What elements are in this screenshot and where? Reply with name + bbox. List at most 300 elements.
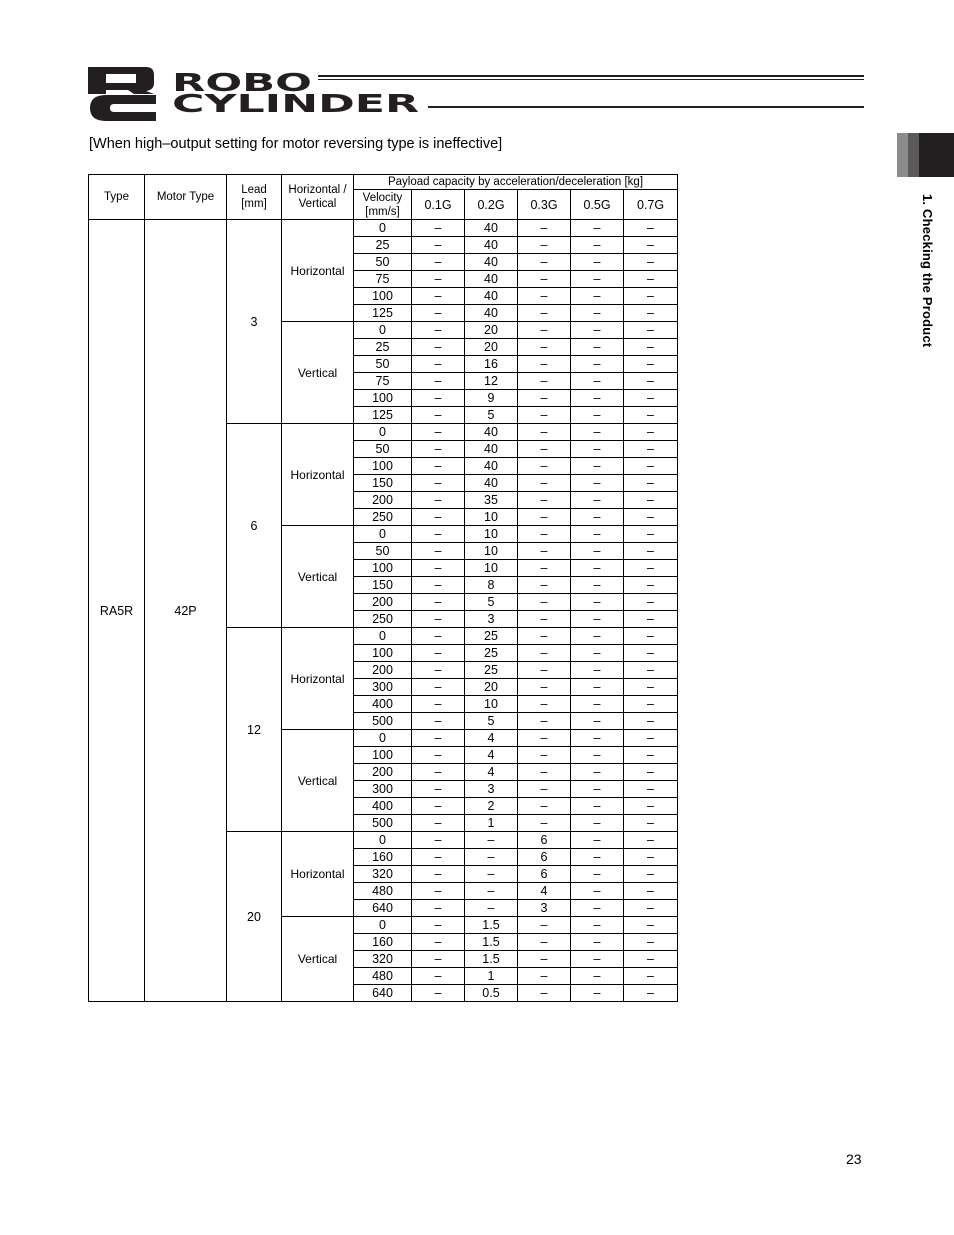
cell-payload: – — [624, 373, 678, 390]
cell-velocity: 160 — [354, 849, 412, 866]
cell-payload: – — [624, 509, 678, 526]
cell-payload: 10 — [465, 526, 518, 543]
cell-payload: – — [412, 832, 465, 849]
cell-velocity: 0 — [354, 832, 412, 849]
cell-payload: – — [624, 611, 678, 628]
cell-payload: – — [412, 747, 465, 764]
cell-payload: – — [624, 832, 678, 849]
cell-payload: 5 — [465, 594, 518, 611]
cell-payload: – — [412, 237, 465, 254]
cell-velocity: 320 — [354, 866, 412, 883]
cell-velocity: 25 — [354, 339, 412, 356]
cell-payload: – — [518, 492, 571, 509]
cell-payload: – — [412, 611, 465, 628]
cell-payload: – — [412, 288, 465, 305]
cell-payload: – — [624, 883, 678, 900]
cell-payload: 1 — [465, 968, 518, 985]
payload-table — [88, 174, 678, 1002]
cell-payload: – — [412, 424, 465, 441]
cell-payload: – — [518, 254, 571, 271]
cell-velocity: 160 — [354, 934, 412, 951]
cell-payload: – — [571, 475, 624, 492]
cell-payload: – — [412, 594, 465, 611]
cell-payload: – — [571, 798, 624, 815]
cell-orientation: Horizontal — [282, 424, 354, 526]
cell-payload: 25 — [465, 645, 518, 662]
cell-payload: 40 — [465, 271, 518, 288]
cell-velocity: 640 — [354, 985, 412, 1002]
cell-velocity: 50 — [354, 441, 412, 458]
header-rule-top-1 — [318, 75, 864, 77]
cell-payload: – — [518, 237, 571, 254]
cell-payload: – — [412, 628, 465, 645]
table-caption: [When high–output setting for motor reversing type is ineffective] — [89, 136, 503, 152]
cell-payload: – — [412, 934, 465, 951]
cell-payload: – — [518, 764, 571, 781]
cell-payload: – — [412, 849, 465, 866]
cell-payload: – — [624, 322, 678, 339]
cell-velocity: 50 — [354, 356, 412, 373]
cell-payload: – — [571, 628, 624, 645]
cell-payload: – — [571, 373, 624, 390]
cell-payload: 4 — [518, 883, 571, 900]
cell-payload: – — [412, 900, 465, 917]
header-accel-0.5g: 0.5G — [571, 190, 624, 220]
cell-payload: – — [518, 951, 571, 968]
cell-payload: – — [518, 322, 571, 339]
cell-payload: – — [571, 713, 624, 730]
cell-payload: 10 — [465, 696, 518, 713]
cell-payload: 35 — [465, 492, 518, 509]
cell-payload: – — [571, 934, 624, 951]
cell-payload: – — [518, 628, 571, 645]
cell-payload: – — [571, 577, 624, 594]
cell-payload: – — [412, 475, 465, 492]
cell-velocity: 0 — [354, 917, 412, 934]
cell-payload: – — [412, 866, 465, 883]
cell-payload: – — [624, 934, 678, 951]
cell-payload: 25 — [465, 628, 518, 645]
cell-payload: 40 — [465, 475, 518, 492]
cell-payload: – — [571, 951, 624, 968]
cell-payload: – — [571, 594, 624, 611]
cell-payload: – — [518, 407, 571, 424]
cell-payload: – — [412, 560, 465, 577]
cell-payload: 40 — [465, 458, 518, 475]
cell-payload: – — [571, 985, 624, 1002]
cell-payload: – — [571, 696, 624, 713]
cell-velocity: 125 — [354, 407, 412, 424]
cell-velocity: 250 — [354, 509, 412, 526]
cell-payload: – — [412, 220, 465, 237]
cell-payload: – — [412, 883, 465, 900]
cell-payload: 20 — [465, 679, 518, 696]
cell-payload: – — [518, 730, 571, 747]
cell-payload: – — [518, 543, 571, 560]
cell-payload: – — [571, 305, 624, 322]
cell-payload: – — [571, 679, 624, 696]
cell-payload: – — [571, 339, 624, 356]
header-velocity: Velocity [mm/s] — [354, 190, 412, 220]
robo-cylinder-logo — [88, 66, 868, 122]
cell-velocity: 0 — [354, 220, 412, 237]
cell-payload: 16 — [465, 356, 518, 373]
cell-payload: – — [624, 220, 678, 237]
cell-payload: 1 — [465, 815, 518, 832]
cell-payload: – — [518, 798, 571, 815]
cell-payload: – — [571, 645, 624, 662]
cell-payload: – — [624, 594, 678, 611]
cell-payload: – — [518, 526, 571, 543]
cell-payload: 6 — [518, 866, 571, 883]
cell-payload: – — [571, 543, 624, 560]
cell-velocity: 75 — [354, 271, 412, 288]
cell-velocity: 50 — [354, 543, 412, 560]
cell-payload: – — [465, 866, 518, 883]
cell-velocity: 300 — [354, 781, 412, 798]
cell-velocity: 640 — [354, 900, 412, 917]
cell-payload: – — [412, 815, 465, 832]
cell-payload: – — [624, 356, 678, 373]
cell-payload: – — [571, 900, 624, 917]
cell-payload: – — [465, 900, 518, 917]
cell-orientation: Vertical — [282, 322, 354, 424]
cell-payload: 10 — [465, 543, 518, 560]
cell-payload: – — [571, 492, 624, 509]
cell-payload: – — [465, 849, 518, 866]
cell-payload: 0.5 — [465, 985, 518, 1002]
cell-payload: – — [518, 458, 571, 475]
cell-payload: – — [624, 730, 678, 747]
cell-payload: – — [518, 696, 571, 713]
logo-text-cylinder: CYLINDER — [172, 89, 419, 118]
cell-velocity: 150 — [354, 475, 412, 492]
cell-payload: 25 — [465, 662, 518, 679]
cell-payload: 40 — [465, 237, 518, 254]
cell-payload: – — [518, 356, 571, 373]
cell-payload: – — [571, 764, 624, 781]
cell-payload: 40 — [465, 254, 518, 271]
cell-orientation: Vertical — [282, 526, 354, 628]
cell-velocity: 200 — [354, 764, 412, 781]
cell-type: RA5R — [89, 220, 145, 1002]
cell-payload: – — [412, 526, 465, 543]
cell-payload: 40 — [465, 305, 518, 322]
cell-payload: – — [571, 526, 624, 543]
cell-payload: – — [624, 917, 678, 934]
header-accel-0.2g: 0.2G — [465, 190, 518, 220]
cell-payload: – — [518, 645, 571, 662]
cell-payload: – — [518, 713, 571, 730]
cell-velocity: 500 — [354, 815, 412, 832]
cell-payload: – — [624, 407, 678, 424]
cell-payload: – — [412, 458, 465, 475]
cell-payload: – — [624, 900, 678, 917]
cell-payload: – — [518, 968, 571, 985]
cell-velocity: 250 — [354, 611, 412, 628]
table-row — [89, 220, 678, 237]
cell-payload: – — [412, 390, 465, 407]
cell-velocity: 150 — [354, 577, 412, 594]
cell-payload: – — [571, 254, 624, 271]
cell-payload: – — [571, 730, 624, 747]
cell-velocity: 500 — [354, 713, 412, 730]
cell-payload: – — [412, 492, 465, 509]
cell-payload: 5 — [465, 713, 518, 730]
cell-payload: – — [624, 237, 678, 254]
cell-payload: – — [571, 407, 624, 424]
cell-payload: – — [518, 917, 571, 934]
header-orientation: Horizontal / Vertical — [282, 175, 354, 220]
cell-payload: 40 — [465, 288, 518, 305]
header-motor-type: Motor Type — [145, 175, 227, 220]
cell-payload: – — [412, 781, 465, 798]
cell-payload: – — [412, 951, 465, 968]
cell-payload: – — [412, 305, 465, 322]
cell-orientation: Vertical — [282, 917, 354, 1002]
cell-payload: – — [412, 356, 465, 373]
cell-payload: – — [412, 339, 465, 356]
cell-orientation: Horizontal — [282, 220, 354, 322]
chapter-label: 1. Checking the Product — [920, 194, 935, 348]
cell-payload: – — [624, 339, 678, 356]
cell-payload: 6 — [518, 832, 571, 849]
cell-velocity: 100 — [354, 390, 412, 407]
cell-payload: 3 — [518, 900, 571, 917]
cell-payload: – — [571, 424, 624, 441]
cell-payload: – — [571, 883, 624, 900]
cell-velocity: 400 — [354, 798, 412, 815]
cell-payload: – — [571, 662, 624, 679]
logo-text-robo: ROBO — [172, 68, 312, 97]
cell-payload: – — [624, 781, 678, 798]
cell-payload: – — [624, 560, 678, 577]
cell-payload: – — [571, 458, 624, 475]
cell-payload: – — [624, 288, 678, 305]
cell-payload: – — [624, 747, 678, 764]
cell-lead: 3 — [227, 220, 282, 424]
cell-payload: 4 — [465, 730, 518, 747]
cell-velocity: 0 — [354, 628, 412, 645]
cell-payload: – — [518, 781, 571, 798]
cell-payload: – — [412, 696, 465, 713]
cell-payload: – — [624, 951, 678, 968]
cell-payload: – — [571, 747, 624, 764]
cell-payload: – — [624, 475, 678, 492]
cell-payload: – — [412, 271, 465, 288]
cell-lead: 20 — [227, 832, 282, 1002]
cell-payload: 1.5 — [465, 951, 518, 968]
cell-payload: – — [571, 832, 624, 849]
cell-velocity: 200 — [354, 492, 412, 509]
cell-payload: – — [571, 815, 624, 832]
cell-payload: – — [412, 577, 465, 594]
cell-velocity: 200 — [354, 662, 412, 679]
cell-payload: 12 — [465, 373, 518, 390]
cell-payload: – — [518, 611, 571, 628]
cell-motor-type: 42P — [145, 220, 227, 1002]
cell-payload: 20 — [465, 339, 518, 356]
cell-payload: – — [518, 509, 571, 526]
cell-payload: – — [412, 968, 465, 985]
cell-payload: – — [412, 373, 465, 390]
cell-payload: – — [412, 713, 465, 730]
cell-velocity: 0 — [354, 526, 412, 543]
cell-velocity: 300 — [354, 679, 412, 696]
header-rule-bottom — [428, 106, 864, 108]
cell-payload: – — [412, 254, 465, 271]
cell-velocity: 100 — [354, 560, 412, 577]
cell-payload: – — [412, 764, 465, 781]
cell-payload: – — [518, 560, 571, 577]
header-type: Type — [89, 175, 145, 220]
cell-payload: – — [518, 305, 571, 322]
header-accel-0.3g: 0.3G — [518, 190, 571, 220]
cell-payload: – — [412, 917, 465, 934]
cell-payload: 1.5 — [465, 934, 518, 951]
cell-payload: – — [624, 968, 678, 985]
cell-payload: – — [571, 356, 624, 373]
cell-velocity: 125 — [354, 305, 412, 322]
page-number: 23 — [846, 1151, 862, 1167]
cell-payload: 40 — [465, 220, 518, 237]
cell-velocity: 100 — [354, 645, 412, 662]
cell-payload: – — [412, 509, 465, 526]
header-accel-0.7g: 0.7G — [624, 190, 678, 220]
cell-payload: – — [518, 271, 571, 288]
cell-payload: – — [624, 764, 678, 781]
cell-lead: 6 — [227, 424, 282, 628]
cell-payload: – — [518, 747, 571, 764]
cell-payload: – — [571, 917, 624, 934]
cell-payload: – — [624, 458, 678, 475]
cell-payload: 9 — [465, 390, 518, 407]
cell-payload: – — [624, 254, 678, 271]
cell-payload: – — [624, 390, 678, 407]
cell-payload: – — [465, 883, 518, 900]
cell-velocity: 480 — [354, 883, 412, 900]
cell-payload: 40 — [465, 441, 518, 458]
cell-velocity: 100 — [354, 747, 412, 764]
cell-payload: – — [412, 985, 465, 1002]
cell-payload: – — [412, 645, 465, 662]
cell-orientation: Horizontal — [282, 628, 354, 730]
cell-velocity: 480 — [354, 968, 412, 985]
cell-payload: – — [412, 798, 465, 815]
table-body — [89, 220, 678, 1002]
cell-payload: – — [571, 560, 624, 577]
cell-payload: – — [518, 390, 571, 407]
side-tab-stripe-mid — [908, 133, 919, 177]
cell-velocity: 320 — [354, 951, 412, 968]
cell-payload: 20 — [465, 322, 518, 339]
cell-payload: – — [624, 441, 678, 458]
cell-payload: – — [624, 866, 678, 883]
cell-payload: 40 — [465, 424, 518, 441]
cell-payload: – — [518, 594, 571, 611]
cell-payload: – — [624, 577, 678, 594]
cell-payload: – — [412, 543, 465, 560]
cell-payload: – — [571, 220, 624, 237]
cell-payload: – — [518, 288, 571, 305]
cell-payload: – — [571, 390, 624, 407]
cell-payload: – — [412, 322, 465, 339]
cell-velocity: 0 — [354, 322, 412, 339]
cell-payload: – — [571, 849, 624, 866]
cell-payload: – — [465, 832, 518, 849]
header-accel-0.1g: 0.1G — [412, 190, 465, 220]
cell-payload: – — [571, 271, 624, 288]
cell-payload: 10 — [465, 509, 518, 526]
cell-payload: – — [624, 696, 678, 713]
cell-payload: – — [624, 271, 678, 288]
header-rule-top-2 — [318, 79, 864, 80]
cell-payload: – — [624, 543, 678, 560]
cell-orientation: Vertical — [282, 730, 354, 832]
logo-c-shape — [90, 95, 156, 121]
cell-payload: – — [624, 662, 678, 679]
cell-velocity: 25 — [354, 237, 412, 254]
cell-payload: – — [518, 373, 571, 390]
cell-payload: – — [518, 815, 571, 832]
cell-velocity: 0 — [354, 730, 412, 747]
cell-velocity: 100 — [354, 458, 412, 475]
cell-payload: – — [571, 781, 624, 798]
header-lead: Lead [mm] — [227, 175, 282, 220]
cell-payload: 8 — [465, 577, 518, 594]
cell-payload: 4 — [465, 764, 518, 781]
cell-payload: – — [518, 220, 571, 237]
cell-payload: – — [624, 628, 678, 645]
cell-payload: 10 — [465, 560, 518, 577]
cell-velocity: 400 — [354, 696, 412, 713]
cell-payload: – — [624, 713, 678, 730]
cell-payload: – — [571, 322, 624, 339]
cell-payload: – — [571, 237, 624, 254]
cell-payload: – — [518, 441, 571, 458]
cell-payload: – — [571, 509, 624, 526]
cell-payload: – — [412, 407, 465, 424]
cell-payload: – — [412, 441, 465, 458]
cell-velocity: 50 — [354, 254, 412, 271]
cell-payload: – — [624, 492, 678, 509]
cell-velocity: 75 — [354, 373, 412, 390]
cell-payload: – — [412, 662, 465, 679]
cell-payload: 2 — [465, 798, 518, 815]
cell-payload: 1.5 — [465, 917, 518, 934]
cell-payload: – — [518, 679, 571, 696]
cell-payload: – — [624, 424, 678, 441]
side-tab-block — [919, 133, 954, 177]
cell-velocity: 200 — [354, 594, 412, 611]
cell-payload: 5 — [465, 407, 518, 424]
cell-payload: – — [518, 339, 571, 356]
cell-payload: – — [412, 730, 465, 747]
cell-payload: 6 — [518, 849, 571, 866]
cell-payload: – — [624, 526, 678, 543]
header-payload: Payload capacity by acceleration/deceleration [kg] — [354, 175, 678, 190]
cell-orientation: Horizontal — [282, 832, 354, 917]
cell-velocity: 100 — [354, 288, 412, 305]
cell-payload: – — [518, 934, 571, 951]
cell-payload: – — [571, 288, 624, 305]
cell-payload: – — [518, 985, 571, 1002]
cell-payload: – — [518, 424, 571, 441]
side-tab-stripe-light — [897, 133, 908, 177]
cell-payload: – — [624, 645, 678, 662]
cell-payload: – — [518, 662, 571, 679]
cell-payload: – — [412, 679, 465, 696]
